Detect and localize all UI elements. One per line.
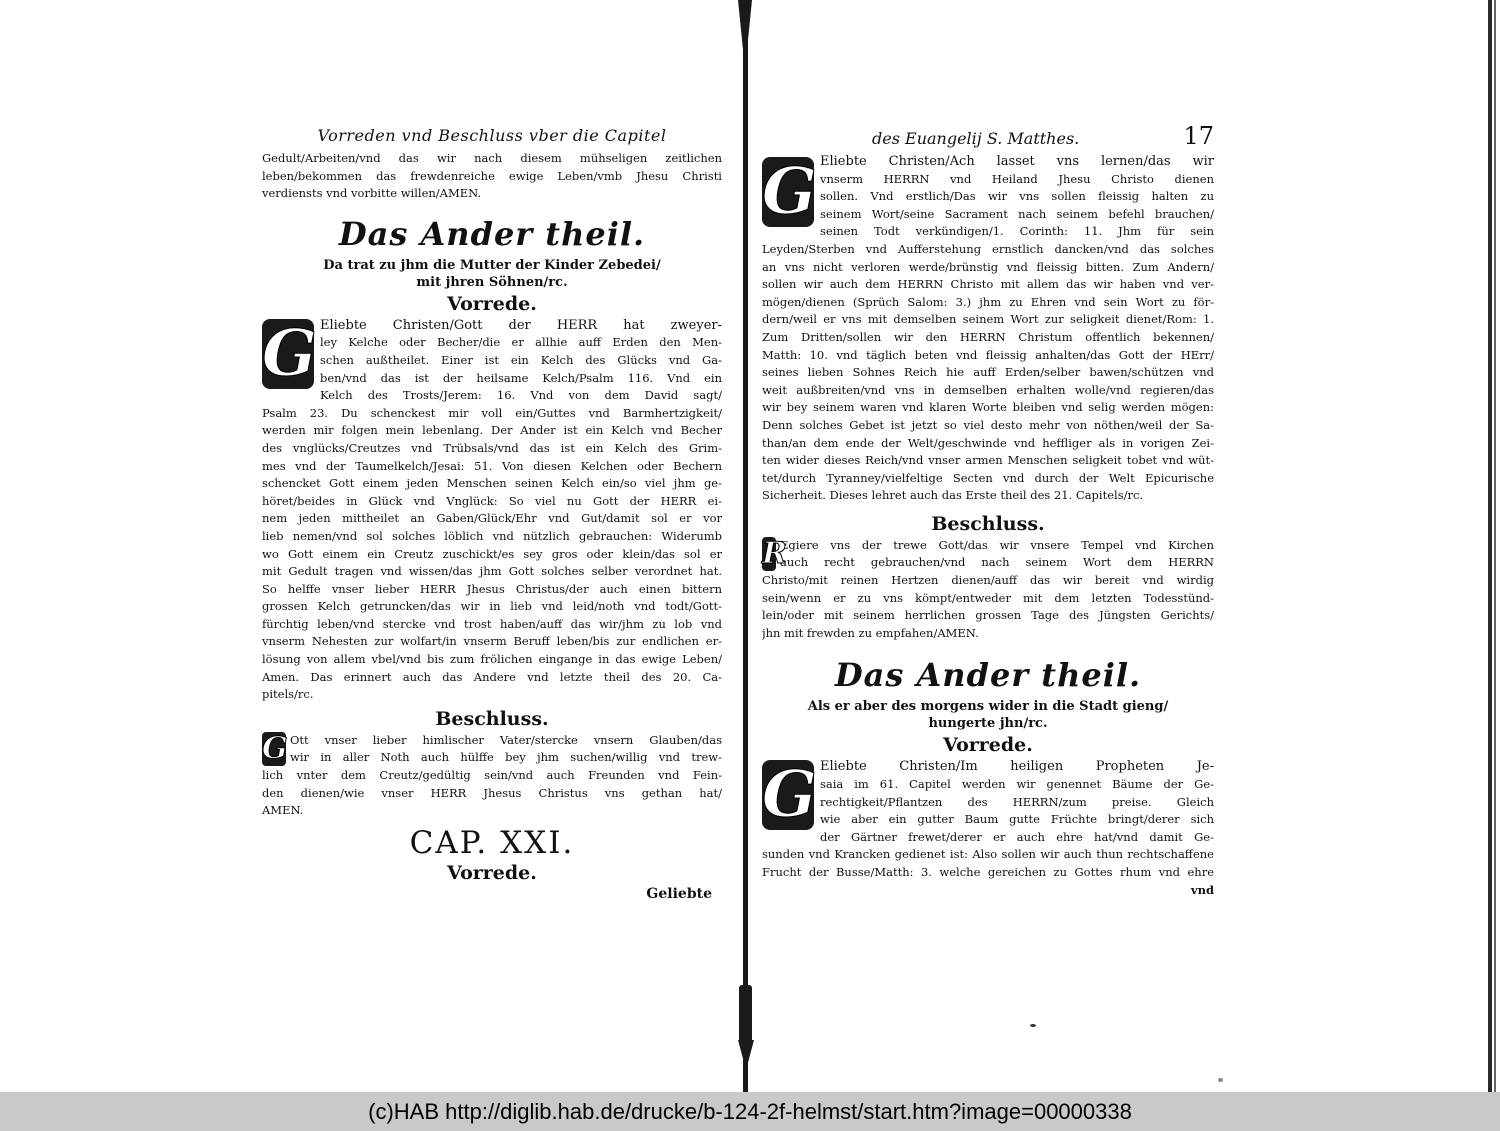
text-line: wir bey seinem waren vnd klaren Worte bleiben vnd selig werden mögen: <box>762 400 1214 415</box>
subtitle-line: hungerte jhn/rc. <box>928 716 1048 732</box>
source-credit-bar: (c)HAB http://diglib.hab.de/drucke/b-124-2f-helmst/start.htm?image=00000338 <box>0 1092 1500 1131</box>
decorated-initial: G <box>262 730 288 766</box>
page-number: 17 <box>1183 122 1214 150</box>
ink-speck <box>1030 1024 1036 1027</box>
text-line: lich vnter dem Creutz/gedültig sein/vnd auch Freunden vnd Fein- <box>262 768 722 783</box>
text-line: seinen Todt verkündigen/1. Corinth: 11. Jhm für sein <box>820 224 1214 239</box>
text-line: Christo/mit reinen Hertzen dienen/auff das wir bereit vnd wirdig <box>762 573 1214 588</box>
text-line: vnserm HERRN vnd Heiland Jhesu Christo dienen <box>820 171 1214 186</box>
text-line: ben/vnd das ist der heilsame Kelch/Psalm 116. Vnd ein <box>320 370 722 385</box>
catchword: vnd <box>1190 882 1214 897</box>
text-line: seines lieben Sohnes Reich hie auff Erden/selber bawen/schützen vnd <box>762 365 1214 380</box>
page-edge-right <box>1488 0 1492 1092</box>
gutter-clasp-tip <box>738 1040 754 1070</box>
text-line: Eliebte Christen/Ach lasset vns lernen/das wir <box>820 154 1214 169</box>
text-line: Frucht der Busse/Matth: 3. welche gereichen zu Gottes rhum vnd ehre <box>762 865 1214 879</box>
text-line: Gedult/Arbeiten/vnd das wir nach diesem mühseligen zeitlichen <box>262 151 722 165</box>
text-line: sunden vnd Krancken gedienet ist: Also sollen wir auch thun rechtschaffene <box>762 847 1214 862</box>
running-head <box>762 122 1214 153</box>
text-line: sollen. Vnd erstlich/Das wir vns sollen fleissig halten zu <box>820 189 1214 204</box>
text-line: lieb nemen/vnd sol solches löblich vnd nützlich gebrauchen: Widerumb <box>262 528 722 543</box>
text-line: werden mir folgen mein lebenlang. Der Ander ist ein Kelch vnd Becher <box>262 423 722 438</box>
right-page <box>762 122 1214 898</box>
text-line: an vns nicht verloren werde/brünstig vnd fleissig bitten. Zum Andern/ <box>762 259 1214 274</box>
text-line: schen außtheilet. Einer ist ein Kelch des Glücks vnd Ga- <box>320 352 722 367</box>
text-line: ley Kelche oder Becher/die er allhie auff Erden den Men- <box>320 335 722 350</box>
text-line: Egiere vns der trewe Gott/das wir vnsere Tempel vnd Kirchen <box>780 537 1214 552</box>
text-line: Eliebte Christen/Im heiligen Propheten Je- <box>820 759 1214 775</box>
part-title: Das Ander theil. <box>834 656 1142 695</box>
text-line: sein/wenn er zu vns kömpt/entweder mit dem letzten Todesstünd- <box>762 590 1214 605</box>
subtitle-line: Da trat zu jhm die Mutter der Kinder Zebedei/ <box>323 257 661 273</box>
text-line: Amen. Das erinnert auch das Andere vnd letzte theil des 20. Ca- <box>262 669 722 684</box>
section-heading-beschluss: Beschluss. <box>435 707 549 730</box>
vorrede-paragraph <box>262 317 722 704</box>
text-line: den dienen/wie vnser HERR Jhesus Christus vns gethan hat/ <box>262 785 722 800</box>
gutter-clasp-bottom <box>739 985 752 1045</box>
text-line: mit Gedult tragen vnd wissen/das jhm Gott solches selber verordnet hat. <box>262 564 722 579</box>
text-line: sollen wir auch dem HERRN Christo mit allem das wir haben vnd ver- <box>762 277 1214 292</box>
page-edge-shadow <box>1494 0 1496 1092</box>
decorated-initial: G <box>262 315 317 391</box>
text-line: saia im 61. Capitel werden wir genennet Bäume der Ge- <box>820 777 1214 792</box>
section-heading-beschluss: Beschluss. <box>931 512 1045 535</box>
text-line: auch recht gebrauchen/vnd nach seinem Wort dem HERRN <box>780 555 1214 570</box>
subtitle-line: mit jhren Söhnen/rc. <box>416 274 568 290</box>
decorated-initial: G <box>762 154 817 229</box>
chapter-heading: CAP. XXI. <box>409 824 575 861</box>
left-page <box>262 122 722 904</box>
text-line: Ott vnser lieber himlischer Vater/stercke vnsern Glauben/das <box>290 732 722 747</box>
text-line: rechtigkeit/Pflantzen des HERRN/zum preise. Gleich <box>820 794 1214 809</box>
text-line: leben/bekommen das frewdenreiche ewige Leben/vmb Jhesu Christi <box>262 168 722 183</box>
ink-speck <box>1218 1078 1223 1082</box>
section-heading-vorrede: Vorrede. <box>447 292 537 315</box>
text-line: wo Gott einem ein Creutz zuschickt/es sey gros oder klein/das sol er <box>262 546 722 561</box>
decorated-initial: R <box>762 535 787 571</box>
part-title: Das Ander theil. <box>338 214 646 253</box>
text-line: than/an dem ende der Welt/geschwinde vnd heffliger als in vorigen Zei- <box>762 435 1214 450</box>
text-line: Kelch des Trosts/Jerem: 16. Vnd von dem David sagt/ <box>320 388 722 403</box>
text-line: Sicherheit. Dieses lehret auch das Erste theil des 21. Capitels/rc. <box>762 488 1144 503</box>
text-line: höret/beides in Glück vnd Vnglück: So viel nu Gott der HERR ei- <box>262 493 722 508</box>
text-line: So helffe vnser lieber HERR Jhesus Christus/der auch einen bittern <box>262 581 722 596</box>
text-line: jhn mit frewden zu empfahen/AMEN. <box>762 625 979 640</box>
text-line: weit außbreiten/vnd vns in demselben erhalten wolle/vnd regieren/das <box>762 382 1214 397</box>
text-line: grossen Kelch getruncken/das wir in lieb vnd leid/noth vnd todt/Gott- <box>262 599 722 614</box>
text-line: Zum Dritten/sollen wir den HERRN Christum offentlich bekennen/ <box>762 329 1214 344</box>
text-line: Leyden/Sterben vnd Aufferstehung ernstlich dancken/vnd das solches <box>762 241 1214 256</box>
catchword: Geliebte <box>646 885 712 902</box>
text-line: lein/oder mit seinem herrlichen grossen Tage des Jüngsten Gerichts/ <box>762 608 1214 623</box>
beschluss-paragraph <box>262 732 722 820</box>
text-line: fürchtig leben/vnd stercke vnd trost haben/auff das wir/jhm zu lob vnd <box>262 616 722 631</box>
text-line: verdiensts vnd vorbitte willen/AMEN. <box>262 186 482 201</box>
text-line: wie aber ein gutter Baum gutte Früchte bringt/derer sich <box>820 812 1214 827</box>
text-line: Psalm 23. Du schenckest mir voll ein/Guttes vnd Barmhertzigkeit/ <box>262 405 722 420</box>
running-head: Vorreden vnd Beschluss vber die Capitel <box>317 126 667 145</box>
text-line: tet/durch Tyranney/vielfeltige Secten vnd durch der Welt Epicurische <box>762 470 1214 485</box>
section-heading-vorrede: Vorrede. <box>447 861 537 884</box>
vorrede-paragraph-2 <box>762 758 1214 897</box>
text-line: mögen/dienen (Sprüch Salom: 3.) jhm zu Ehren vnd sein Wort zu för- <box>762 294 1214 309</box>
text-line: schencket Gott einem jeden Menschen seinen Kelch ein/so viel jhm ge- <box>262 476 722 491</box>
text-line: der Gärtner frewet/derer er auch ehre hat/vnd damit Ge- <box>820 829 1214 844</box>
text-line: des vnglücks/Creutzes vnd Trübsals/vnd das ist ein Kelch des Grim- <box>262 440 722 455</box>
running-head-title: des Euangelij S. Matthes. <box>872 129 1080 148</box>
section-heading-vorrede: Vorrede. <box>943 734 1033 757</box>
text-line: AMEN. <box>262 803 304 818</box>
text-line: nem jeden mittheilet an Gaben/Glück/Ehr vnd Gut/damit sol er vor <box>262 511 722 526</box>
text-line: Eliebte Christen/Gott der HERR hat zweyer- <box>320 317 722 333</box>
beschluss-paragraph <box>762 537 1214 643</box>
text-line: mes vnd der Taumelkelch/Jesai: 51. Von diesen Kelchen oder Bechern <box>262 458 722 473</box>
text-line: seinem Wort/seine Sacrament nach seinem befehl brauchen/ <box>820 206 1214 221</box>
text-line: wir in aller Noth auch hülffe bey jhm suchen/willig vnd trew- <box>290 750 722 765</box>
text-line: Denn solches Gebet ist jetzt so viel desto mehr von nöthen/weil der Sa- <box>762 417 1214 432</box>
text-line: vnserm Nehesten zur wolfart/in vnserm Beruff leben/bis zur endlichen er- <box>262 634 722 649</box>
text-line: ten wider dieses Reich/vnd vnser armen Menschen seligkeit tobet vnd wüt- <box>762 453 1214 468</box>
gutter-binding <box>743 0 748 1092</box>
text-line: dern/weil er vns mit demselben seinem Wort zur seligkeit dienet/Rom: 1. <box>762 312 1214 327</box>
text-line: pitels/rc. <box>262 687 314 702</box>
decorated-initial: G <box>762 757 817 833</box>
subtitle-line: Als er aber des morgens wider in die Stadt gieng/ <box>807 699 1169 715</box>
text-line: Matth: 10. vnd täglich beten vnd fleissig anhalten/das Gott der HErr/ <box>762 347 1214 362</box>
opening-text <box>262 150 722 203</box>
vorrede-paragraph <box>762 153 1214 505</box>
text-line: lösung von allem vbel/vnd bis zum frölichen eingange in das ewige Leben/ <box>262 652 722 667</box>
